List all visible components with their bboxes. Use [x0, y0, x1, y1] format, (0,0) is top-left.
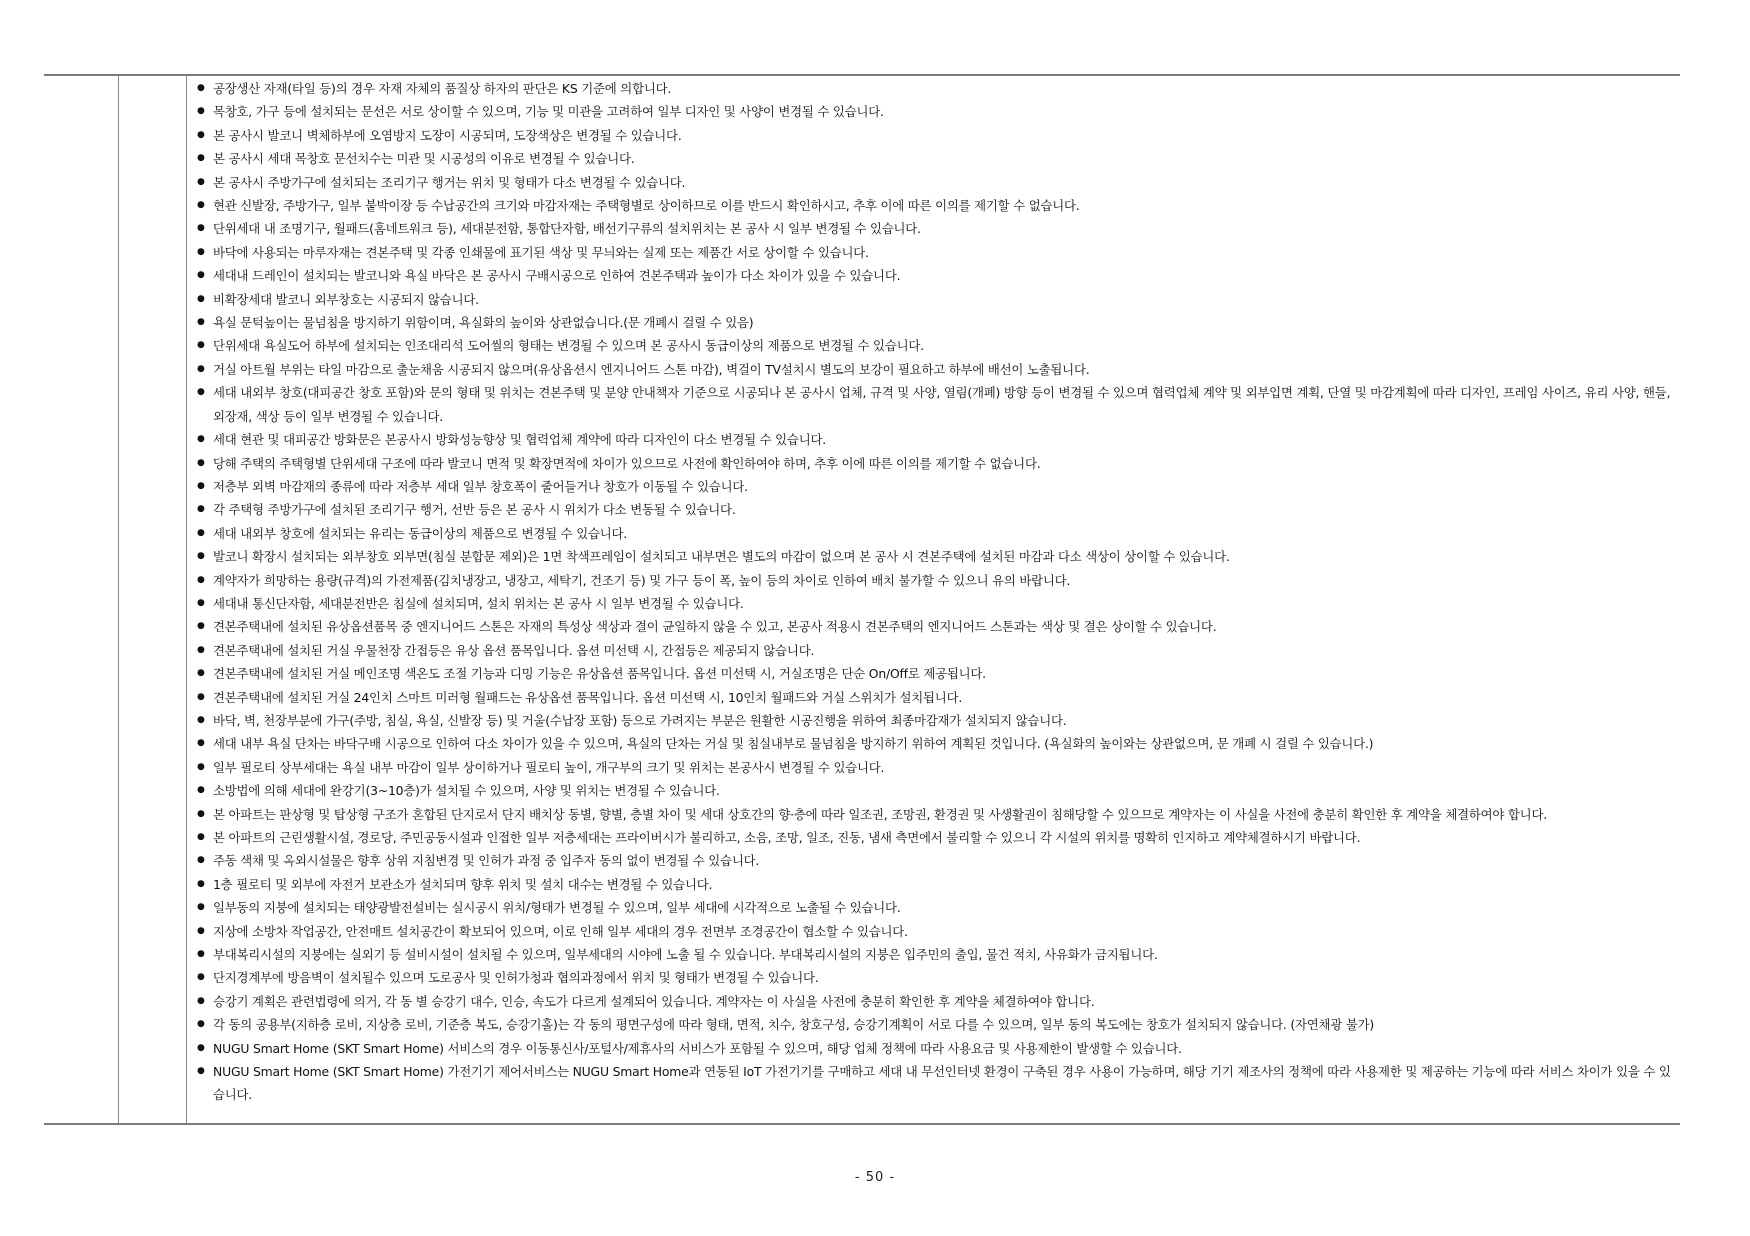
note-item: ● 본 공사시 주방가구에 설치되는 조리기구 행거는 위치 및 형태가 다소 변경될 수 있습니다.: [197, 171, 1676, 194]
category-column: [44, 76, 119, 1123]
subcategory-column: [119, 76, 187, 1123]
note-item: ● 세대 내외부 창호에 설치되는 유리는 동급이상의 제품으로 변경될 수 있습니다.: [197, 522, 1676, 545]
note-item: ● 욕실 문턱높이는 물넘침을 방지하기 위함이며, 욕실화의 높이와 상관없습니다.(문 개폐시 걸릴 수 있음): [197, 311, 1676, 334]
note-item: ● 일부 필로티 상부세대는 욕실 내부 마감이 일부 상이하거나 필로티 높이, 개구부의 크기 및 위치는 본공사시 변경될 수 있습니다.: [197, 756, 1676, 779]
note-item: ● 목창호, 가구 등에 설치되는 문선은 서로 상이할 수 있으며, 기능 및 미관을 고려하여 일부 디자인 및 사양이 변경될 수 있습니다.: [197, 100, 1676, 123]
note-item: ● 각 동의 공용부(지하층 로비, 지상층 로비, 기준층 복도, 승강기홀)는 각 동의 평면구성에 따라 형태, 면적, 치수, 창호구성, 승강기계획이 서로 다를 수 있으며, 일부 동의 복도에는 창호가 설치되지 않습니다. (자연채광 불가): [197, 1013, 1676, 1036]
note-item: ● 견본주택내에 설치된 거실 메인조명 색온도 조절 기능과 디밍 기능은 유상옵션 품목입니다. 옵션 미선택 시, 거실조명은 단순 On/Off로 제공됩니다.: [197, 662, 1676, 685]
note-item: ● 계약자가 희망하는 용량(규격)의 가전제품(김치냉장고, 냉장고, 세탁기, 건조기 등) 및 가구 등이 폭, 높이 등의 차이로 인하여 배치 불가할 수 있으니 유의 바랍니다.: [197, 569, 1676, 592]
note-item: ● 각 주택형 주방가구에 설치된 조리기구 행거, 선반 등은 본 공사 시 위치가 다소 변동될 수 있습니다.: [197, 498, 1676, 521]
note-item: ● NUGU Smart Home (SKT Smart Home) 서비스의 경우 이동통신사/포털사/제휴사의 서비스가 포함될 수 있으며, 해당 업체 정책에 따라 사용요금 및 사용제한이 발생할 수 있습니다.: [197, 1037, 1676, 1060]
note-item: ● 견본주택내에 설치된 거실 24인치 스마트 미러형 월패드는 유상옵션 품목입니다. 옵션 미선택 시, 10인치 월패드와 거실 스위치가 설치됩니다.: [197, 686, 1676, 709]
note-item: ● 바닥, 벽, 천장부분에 가구(주방, 침실, 욕실, 신발장 등) 및 거울(수납장 포함) 등으로 가려지는 부분은 원활한 시공진행을 위하여 최종마감재가 설치되지 않습니다.: [197, 709, 1676, 732]
note-item: ● 견본주택내에 설치된 유상옵션품목 중 엔지니어드 스톤은 자재의 특성상 색상과 결이 균일하지 않을 수 있고, 본공사 적용시 견본주택의 엔지니어드 스톤과는 색상 및 결은 상이할 수 있습니다.: [197, 615, 1676, 638]
note-item: ● 주동 색채 및 옥외시설물은 향후 상위 지침변경 및 인허가 과정 중 입주자 동의 없이 변경될 수 있습니다.: [197, 849, 1676, 872]
note-item: ● 1층 필로티 및 외부에 자전거 보관소가 설치되며 향후 위치 및 설치 대수는 변경될 수 있습니다.: [197, 873, 1676, 896]
note-item: ● 승강기 계획은 관련법령에 의거, 각 동 별 승강기 대수, 인승, 속도가 다르게 설계되어 있습니다. 계약자는 이 사실을 사전에 충분히 확인한 후 계약을 체결하여야 합니다.: [197, 990, 1676, 1013]
note-item: ● 저층부 외벽 마감재의 종류에 따라 저층부 세대 일부 창호폭이 줄어들거나 창호가 이동될 수 있습니다.: [197, 475, 1676, 498]
note-item: ● NUGU Smart Home (SKT Smart Home) 가전기기 제어서비스는 NUGU Smart Home과 연동된 IoT 가전기기를 구매하고 세대 내 무선인터넷 환경이 구축된 경우 사용이 가능하며, 해당 기기 제조사의 정책에 따라 사용제한 및 제공하는 기능에 따라 서비스 차이가 있을 수 있습니다.: [197, 1060, 1676, 1107]
note-item: ● 비확장세대 발코니 외부창호는 시공되지 않습니다.: [197, 288, 1676, 311]
notice-table: [44, 74, 1680, 1125]
note-item: ● 단위세대 욕실도어 하부에 설치되는 인조대리석 도어씰의 형태는 변경될 수 있으며 본 공사시 동급이상의 제품으로 변경될 수 있습니다.: [197, 334, 1676, 357]
note-item: ● 세대내 드레인이 설치되는 발코니와 욕실 바닥은 본 공사시 구배시공으로 인하여 견본주택과 높이가 다소 차이가 있을 수 있습니다.: [197, 264, 1676, 287]
note-item: ● 세대 현관 및 대피공간 방화문은 본공사시 방화성능향상 및 협력업체 계약에 따라 디자인이 다소 변경될 수 있습니다.: [197, 428, 1676, 451]
note-item: ● 소방법에 의해 세대에 완강기(3~10층)가 설치될 수 있으며, 사양 및 위치는 변경될 수 있습니다.: [197, 779, 1676, 802]
note-item: ● 세대내 통신단자함, 세대분전반은 침실에 설치되며, 설치 위치는 본 공사 시 일부 변경될 수 있습니다.: [197, 592, 1676, 615]
note-item: ● 발코니 확장시 설치되는 외부창호 외부면(침실 분합문 제외)은 1면 착색프레임이 설치되고 내부면은 별도의 마감이 없으며 본 공사 시 견본주택에 설치된 마감과 다소 색상이 상이할 수 있습니다.: [197, 545, 1676, 568]
note-item: ● 현관 신발장, 주방가구, 일부 붙박이장 등 수납공간의 크기와 마감자재는 주택형별로 상이하므로 이를 반드시 확인하시고, 추후 이에 따른 이의를 제기할 수 없습니다.: [197, 194, 1676, 217]
page-number: - 50 -: [854, 1170, 896, 1185]
note-item: ● 본 아파트의 근린생활시설, 경로당, 주민공동시설과 인접한 일부 저층세대는 프라이버시가 불리하고, 소음, 조망, 일조, 진동, 냄새 측면에서 불리할 수 있으니 각 시설의 위치를 명확히 인지하고 계약체결하시기 바랍니다.: [197, 826, 1676, 849]
note-item: ● 견본주택내에 설치된 거실 우물천장 간접등은 유상 옵션 품목입니다. 옵션 미선택 시, 간접등은 제공되지 않습니다.: [197, 639, 1676, 662]
note-item: ● 단지경계부에 방음벽이 설치될수 있으며 도로공사 및 인허가청과 협의과정에서 위치 및 형태가 변경될 수 있습니다.: [197, 966, 1676, 989]
note-item: ● 거실 아트월 부위는 타일 마감으로 출눈채움 시공되지 않으며(유상옵션시 엔지니어드 스톤 마감), 벽걸이 TV설치시 별도의 보강이 필요하고 하부에 배선이 노출됩니다.: [197, 358, 1676, 381]
notes-list: [197, 77, 1676, 1107]
note-item: ● 일부동의 지붕에 설치되는 태양광발전설비는 실시공시 위치/형태가 변경될 수 있으며, 일부 세대에 시각적으로 노출될 수 있습니다.: [197, 896, 1676, 919]
note-item: ● 단위세대 내 조명기구, 월패드(홈네트워크 등), 세대분전함, 통합단자함, 배선기구류의 설치위치는 본 공사 시 일부 변경될 수 있습니다.: [197, 217, 1676, 240]
note-item: ● 세대 내외부 창호(대피공간 창호 포함)와 문의 형태 및 위치는 견본주택 및 분양 안내책자 기준으로 시공되나 본 공사시 업체, 규격 및 사양, 열림(개폐) 방향 등이 변경될 수 있으며 협력업체 계약 및 외부입면 계획, 단열 및 마감계획에 따라 디자인, 프레임 사이즈, 유리 사양, 핸들, 외장재, 색상 등이 일부 변경될 수 있습니다.: [197, 381, 1676, 428]
note-item: ● 부대복리시설의 지붕에는 실외기 등 설비시설이 설치될 수 있으며, 일부세대의 시야에 노출 될 수 있습니다. 부대복리시설의 지붕은 입주민의 출입, 물건 적치, 사유화가 금지됩니다.: [197, 943, 1676, 966]
notes-cell: [187, 76, 1680, 1123]
note-item: ● 당해 주택의 주택형별 단위세대 구조에 따라 발코니 면적 및 확장면적에 차이가 있으므로 사전에 확인하여야 하며, 추후 이에 따른 이의를 제기할 수 없습니다.: [197, 452, 1676, 475]
note-item: ● 본 공사시 발코니 벽체하부에 오염방지 도장이 시공되며, 도장색상은 변경될 수 있습니다.: [197, 124, 1676, 147]
note-item: ● 세대 내부 욕실 단차는 바닥구배 시공으로 인하여 다소 차이가 있을 수 있으며, 욕실의 단차는 거실 및 침실내부로 물넘침을 방지하기 위하여 계획된 것입니다. (욕실화의 높이와는 상관없으며, 문 개폐 시 걸릴 수 있습니다.): [197, 732, 1676, 755]
note-item: ● 공장생산 자재(타일 등)의 경우 자재 자체의 품질상 하자의 판단은 KS 기준에 의합니다.: [197, 77, 1676, 100]
note-item: ● 지상에 소방차 작업공간, 안전매트 설치공간이 확보되어 있으며, 이로 인해 일부 세대의 경우 전면부 조경공간이 협소할 수 있습니다.: [197, 920, 1676, 943]
note-item: ● 본 아파트는 판상형 및 탑상형 구조가 혼합된 단지로서 단지 배치상 동별, 향별, 층별 차이 및 세대 상호간의 향·층에 따라 일조권, 조망권, 환경권 및 사생활권이 침해당할 수 있으므로 계약자는 이 사실을 사전에 충분히 확인한 후 계약을 체결하여야 합니다.: [197, 803, 1676, 826]
note-item: ● 바닥에 사용되는 마루자재는 견본주택 및 각종 인쇄물에 표기된 색상 및 무늬와는 실제 또는 제품간 서로 상이할 수 있습니다.: [197, 241, 1676, 264]
note-item: ● 본 공사시 세대 목창호 문선치수는 미관 및 시공성의 이유로 변경될 수 있습니다.: [197, 147, 1676, 170]
